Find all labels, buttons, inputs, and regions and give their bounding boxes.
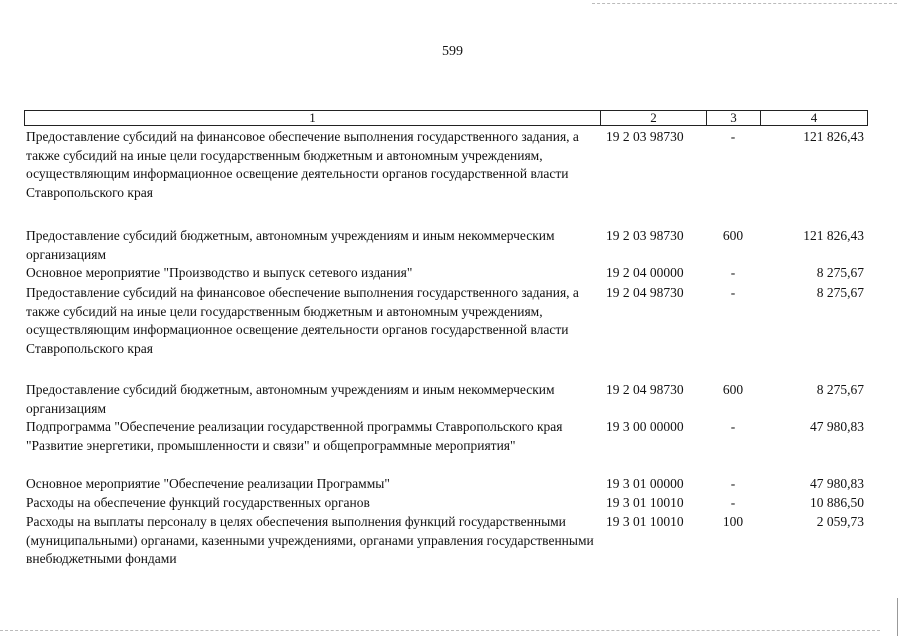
row-type: - [730,129,736,144]
row-description: Основное мероприятие "Обеспечение реализации Программы" [26,476,390,491]
row-code: 19 3 01 10010 [606,514,684,529]
row-type: - [730,495,736,510]
row-amount: 47 980,83 [810,476,864,491]
row-type: 600 [722,228,744,243]
row-amount: 8 275,67 [816,382,864,397]
row-description: Подпрограмма "Обеспечение реализации государственной программы Ставропольского края "Развитие энергетики, промышленности и связи" и общепрограммные мероприятия" [26,419,563,453]
row-type: - [730,476,736,491]
row-code: 19 2 04 98730 [606,285,684,300]
row-description: Предоставление субсидий бюджетным, автономным учреждениям и иным некоммерческим организациям [26,382,555,416]
table-header [24,110,868,126]
row-description: Предоставление субсидий на финансовое обеспечение выполнения государственного задания, а также субсидий на иные цели государственным бюджетным и автономным учреждениям, осуществляющим информационное освещение деятельности органов государственной власти Ставропольского края [26,129,579,200]
scan-edge-top [592,3,897,4]
row-amount: 8 275,67 [816,285,864,300]
row-amount: 47 980,83 [810,419,864,434]
header-col-2: 2 [601,111,707,125]
row-type: - [730,285,736,300]
page-number: 599 [442,44,463,59]
header-col-1: 1 [25,111,601,125]
row-code: 19 3 00 00000 [606,419,684,434]
header-col-3: 3 [707,111,761,125]
row-description: Основное мероприятие "Производство и выпуск сетевого издания" [26,265,413,280]
row-amount: 2 059,73 [816,514,864,529]
row-description: Предоставление субсидий на финансовое обеспечение выполнения государственного задания, а также субсидий на иные цели государственным бюджетным и автономным учреждениям, осуществляющим информационное освещение деятельности органов государственной власти Ставропольского края [26,285,579,356]
row-type: 600 [722,382,744,397]
row-code: 19 2 04 98730 [606,382,684,397]
row-code: 19 3 01 00000 [606,476,684,491]
header-col-4: 4 [810,110,818,125]
row-code: 19 2 03 98730 [606,228,684,243]
row-amount: 8 275,67 [816,265,864,280]
row-type: - [730,265,736,280]
row-type: - [730,419,736,434]
row-code: 19 2 03 98730 [606,129,684,144]
scan-edge-bottom [0,630,880,631]
scan-edge-right [897,598,898,636]
row-amount: 10 886,50 [810,495,864,510]
row-code: 19 3 01 10010 [606,495,684,510]
row-amount: 121 826,43 [803,129,864,144]
row-amount: 121 826,43 [803,228,864,243]
row-description: Предоставление субсидий бюджетным, автономным учреждениям и иным некоммерческим организациям [26,228,555,262]
row-description: Расходы на выплаты персоналу в целях обеспечения выполнения функций государственными (муниципальными) органами, казенными учреждениями, органами управления государственными внебюджетными фондами [26,514,594,566]
row-code: 19 2 04 00000 [606,265,684,280]
row-type: 100 [722,514,744,529]
row-description: Расходы на обеспечение функций государственных органов [26,495,370,510]
